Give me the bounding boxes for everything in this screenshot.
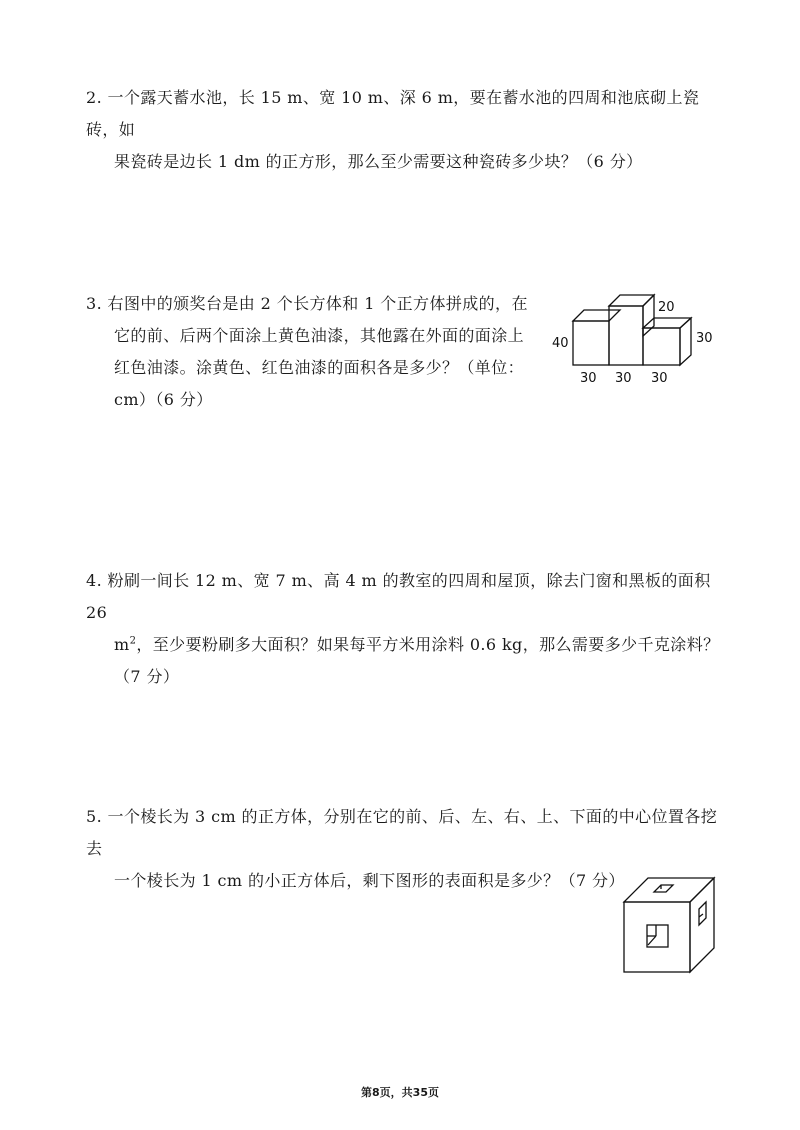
- podium-center-side: [643, 295, 654, 336]
- podium-right-top: [643, 318, 691, 328]
- podium-drawing: [548, 284, 724, 394]
- problem-4-line-2: [86, 629, 726, 661]
- label-bottom-width-2: 30: [615, 371, 632, 386]
- page-footer: 第8页，共35页: [361, 1086, 439, 1099]
- problem-2: [86, 82, 726, 178]
- podium-figure: [548, 284, 724, 394]
- cube-front-hole-edge-d: [648, 936, 656, 945]
- problem-5-line-2: 一个棱长为 1 cm 的小正方体后，剩下图形的表面积是多少？（7 分）: [114, 871, 625, 890]
- problem-2-line-1: 2. 一个露天蓄水池，长 15 m、宽 10 m、深 6 m，要在蓄水池的四周和池底砌上瓷砖，如: [86, 88, 700, 139]
- problem-4-line-2-rest: ，至少要粉刷多大面积？如果每平方米用涂料 0.6 kg，那么需要多少千克涂料？: [136, 635, 720, 654]
- hollow-cube-figure: [618, 872, 720, 978]
- label-left-height: 40: [552, 336, 569, 351]
- unit-exponent: 2: [129, 635, 137, 647]
- cube-top-face: [624, 878, 714, 902]
- problem-4-line-1: 4. 粉刷一间长 12 m、宽 7 m、高 4 m 的教室的四周和屋顶，除去门窗和黑板的面积 26: [86, 571, 711, 622]
- podium-left-top: [573, 310, 620, 321]
- podium-center-top: [609, 295, 654, 306]
- label-top-depth: 20: [658, 300, 675, 315]
- label-bottom-width-1: 30: [580, 371, 597, 386]
- cube-top-hole: [654, 885, 673, 892]
- problem-4: [86, 565, 726, 693]
- problem-5-line-1: 5. 一个棱长为 3 cm 的正方体，分别在它的前、后、左、右、上、下面的中心位置各挖去: [86, 807, 718, 858]
- hollow-cube-drawing: [618, 872, 720, 978]
- podium-left-front: [573, 321, 609, 365]
- cube-right-face: [690, 878, 714, 972]
- podium-center-front: [609, 306, 643, 365]
- label-bottom-width-3: 30: [651, 371, 668, 386]
- problem-3: [86, 288, 556, 416]
- problem-3-line-4: cm）（6 分）: [114, 390, 213, 409]
- problem-3-line-3: 红色油漆。涂黄色、红色油漆的面积各是多少？（单位：: [114, 358, 525, 377]
- label-right-depth: 30: [696, 331, 713, 346]
- problem-3-line-2: 它的前、后两个面涂上黄色油漆，其他露在外面的面涂上: [114, 326, 525, 345]
- cube-side-hole: [699, 902, 706, 925]
- podium-right-front: [643, 328, 680, 365]
- problem-2-line-2: 果瓷砖是边长 1 dm 的正方形，那么至少需要这种瓷砖多少块？（6 分）: [114, 152, 643, 171]
- unit-m: m: [114, 635, 130, 654]
- podium-right-side: [680, 318, 691, 365]
- problem-3-line-1: 3. 右图中的颁奖台是由 2 个长方体和 1 个正方体拼成的，在: [86, 294, 528, 313]
- problem-4-line-3: （7 分）: [114, 667, 180, 686]
- cube-front-face: [624, 902, 690, 972]
